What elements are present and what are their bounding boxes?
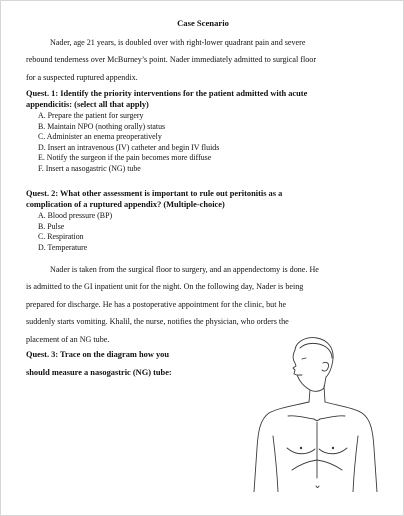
option-d: D. Temperature xyxy=(38,242,88,252)
option-b: B. Maintain NPO (nothing orally) status xyxy=(38,121,166,131)
face-profile-outline xyxy=(293,338,333,392)
question-3-line: should measure a nasogastric (NG) tube: xyxy=(26,368,172,377)
intro-line: for a suspected ruptured appendix. xyxy=(26,72,138,82)
intro-line: rebound tenderness over McBurney’s point. Nader immediately admitted to surgical floor xyxy=(26,55,317,65)
right-torso-side xyxy=(353,436,358,492)
intro-paragraph xyxy=(26,34,382,86)
question-1-line: Quest. 1: Identify the priority interventions for the patient admitted with acute xyxy=(26,89,308,98)
hair-line xyxy=(300,343,332,358)
question-1-line: appendicitis: (select all that apply) xyxy=(26,99,149,109)
narrative-line: suddenly starts vomiting. Khalil, the nurse, notifies the physician, who orders the xyxy=(26,317,289,327)
question-1-options xyxy=(38,111,219,175)
narrative-line: is admitted to the GI inpatient unit for the night. On the following day, Nader is being xyxy=(26,282,304,292)
ear-outline xyxy=(322,362,329,371)
neck-outline xyxy=(309,386,325,402)
option-a: A. Blood pressure (BP) xyxy=(38,211,113,220)
narrative-paragraph xyxy=(26,261,382,348)
navel-mark xyxy=(316,486,319,488)
question-2-line: complication of a ruptured appendix? (Multiple-choice) xyxy=(26,199,225,209)
right-nipple xyxy=(332,447,334,449)
left-torso-side xyxy=(273,436,278,492)
head-torso-diagram[interactable] xyxy=(244,336,379,492)
question-2-line: Quest. 2: What other assessment is important to rule out peritonitis as a xyxy=(26,189,283,198)
question-2-options xyxy=(38,211,112,253)
narrative-line: Nader is taken from the surgical floor to surgery, and an appendectomy is done. He xyxy=(50,265,319,274)
clavicle-lines xyxy=(288,416,345,419)
left-nipple xyxy=(300,447,302,449)
question-3-line: Quest. 3: Trace on the diagram how you xyxy=(26,350,169,359)
page-title: Case Scenario xyxy=(177,18,229,28)
eye-mark xyxy=(302,358,306,359)
intro-line: Nader, age 21 years, is doubled over with right-lower quadrant pain and severe xyxy=(50,38,306,47)
option-b: B. Pulse xyxy=(38,221,65,231)
option-f: F. Insert a nasogastric (NG) tube xyxy=(38,163,141,173)
option-c: C. Administer an enema preoperatively xyxy=(38,132,162,142)
option-c: C. Respiration xyxy=(38,232,84,242)
option-a: A. Prepare the patient for surgery xyxy=(38,111,144,120)
narrative-line: placement of an NG tube. xyxy=(26,334,110,344)
sternal-notch xyxy=(314,419,320,421)
question-2-heading xyxy=(26,189,386,210)
narrative-line: prepared for discharge. He has a postoperative appointment for the clinic, but he xyxy=(26,299,287,309)
question-1-heading xyxy=(26,89,386,110)
option-d: D. Insert an intravenous (IV) catheter and begin IV fluids xyxy=(38,142,220,152)
option-e: E. Notify the surgeon if the pain becomes more diffuse xyxy=(38,153,212,163)
